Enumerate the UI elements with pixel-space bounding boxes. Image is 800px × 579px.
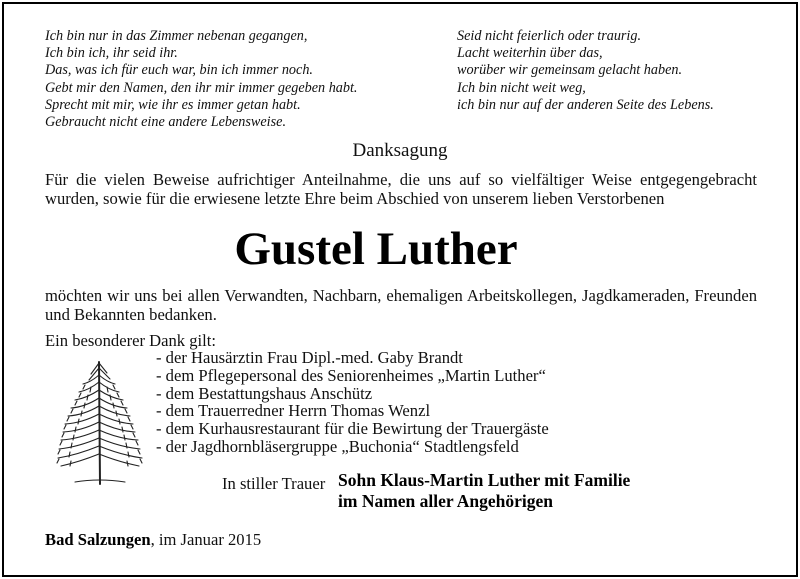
thanks-list [156, 349, 549, 456]
signature [338, 470, 630, 512]
poem-line: Seid nicht feierlich oder traurig. [457, 28, 642, 44]
notice-heading: Danksagung [352, 140, 448, 161]
poem-line: Ich bin nicht weit weg, [457, 79, 586, 96]
poem-line: Ich bin ich, ihr seid ihr. [45, 45, 178, 62]
fir-tree-icon [55, 360, 147, 486]
place-name: Bad Salzungen [45, 530, 151, 549]
poem-right [457, 28, 714, 114]
list-item: - dem Pflegepersonal des Seniorenheimes „Martin Luther“ [156, 365, 546, 385]
mourning-label: In stiller Trauer [222, 474, 326, 493]
list-item: - dem Trauerredner Herrn Thomas Wenzl [156, 401, 431, 421]
list-item: - der Hausärztin Frau Dipl.-med. Gaby Brandt [156, 348, 463, 367]
intro-paragraph: Für die vielen Beweise aufrichtiger Anteilnahme, die uns auf so vielfältiger Weise entgegengebracht wurden, sowie für die erwiesene letzte Ehre beim Abschied von unserem lieben Verstorbenen [45, 170, 757, 208]
poem-line: Lacht weiterhin über das, [457, 45, 603, 62]
place-date [45, 530, 261, 550]
list-item: - dem Bestattungshaus Anschütz [156, 383, 373, 403]
signature-line: im Namen aller Angehörigen [338, 491, 554, 511]
list-item: - der Jagdhornbläsergruppe „Buchonia“ Stadtlengsfeld [156, 436, 519, 456]
poem-line: ich bin nur auf der anderen Seite des Lebens. [457, 96, 714, 113]
poem-line: Gebraucht nicht eine andere Lebensweise. [45, 114, 286, 131]
thanks-paragraph: möchten wir uns bei allen Verwandten, Nachbarn, ehemaligen Arbeitskollegen, Jagdkameraden, Freunden und Bekannten bedanken. [45, 286, 757, 324]
deceased-name: Gustel Luther [234, 223, 518, 275]
poem-line: Gebt mir den Namen, den ihr mir immer gegeben habt. [45, 79, 358, 96]
poem-line: Ich bin nur in das Zimmer nebenan gegangen, [45, 28, 308, 44]
poem-left [45, 28, 357, 131]
poem-line: Sprecht mit mir, wie ihr es immer getan habt. [45, 96, 301, 113]
poem-line: worüber wir gemeinsam gelacht haben. [457, 62, 683, 79]
special-thanks-label: Ein besonderer Dank gilt: [45, 331, 216, 350]
poem-line: Das, was ich für euch war, bin ich immer noch. [45, 62, 313, 79]
list-item: - dem Kurhausrestaurant für die Bewirtung der Trauergäste [156, 419, 549, 439]
signature-line: Sohn Klaus-Martin Luther mit Familie [338, 470, 631, 490]
date-text: , im Januar 2015 [150, 530, 262, 549]
